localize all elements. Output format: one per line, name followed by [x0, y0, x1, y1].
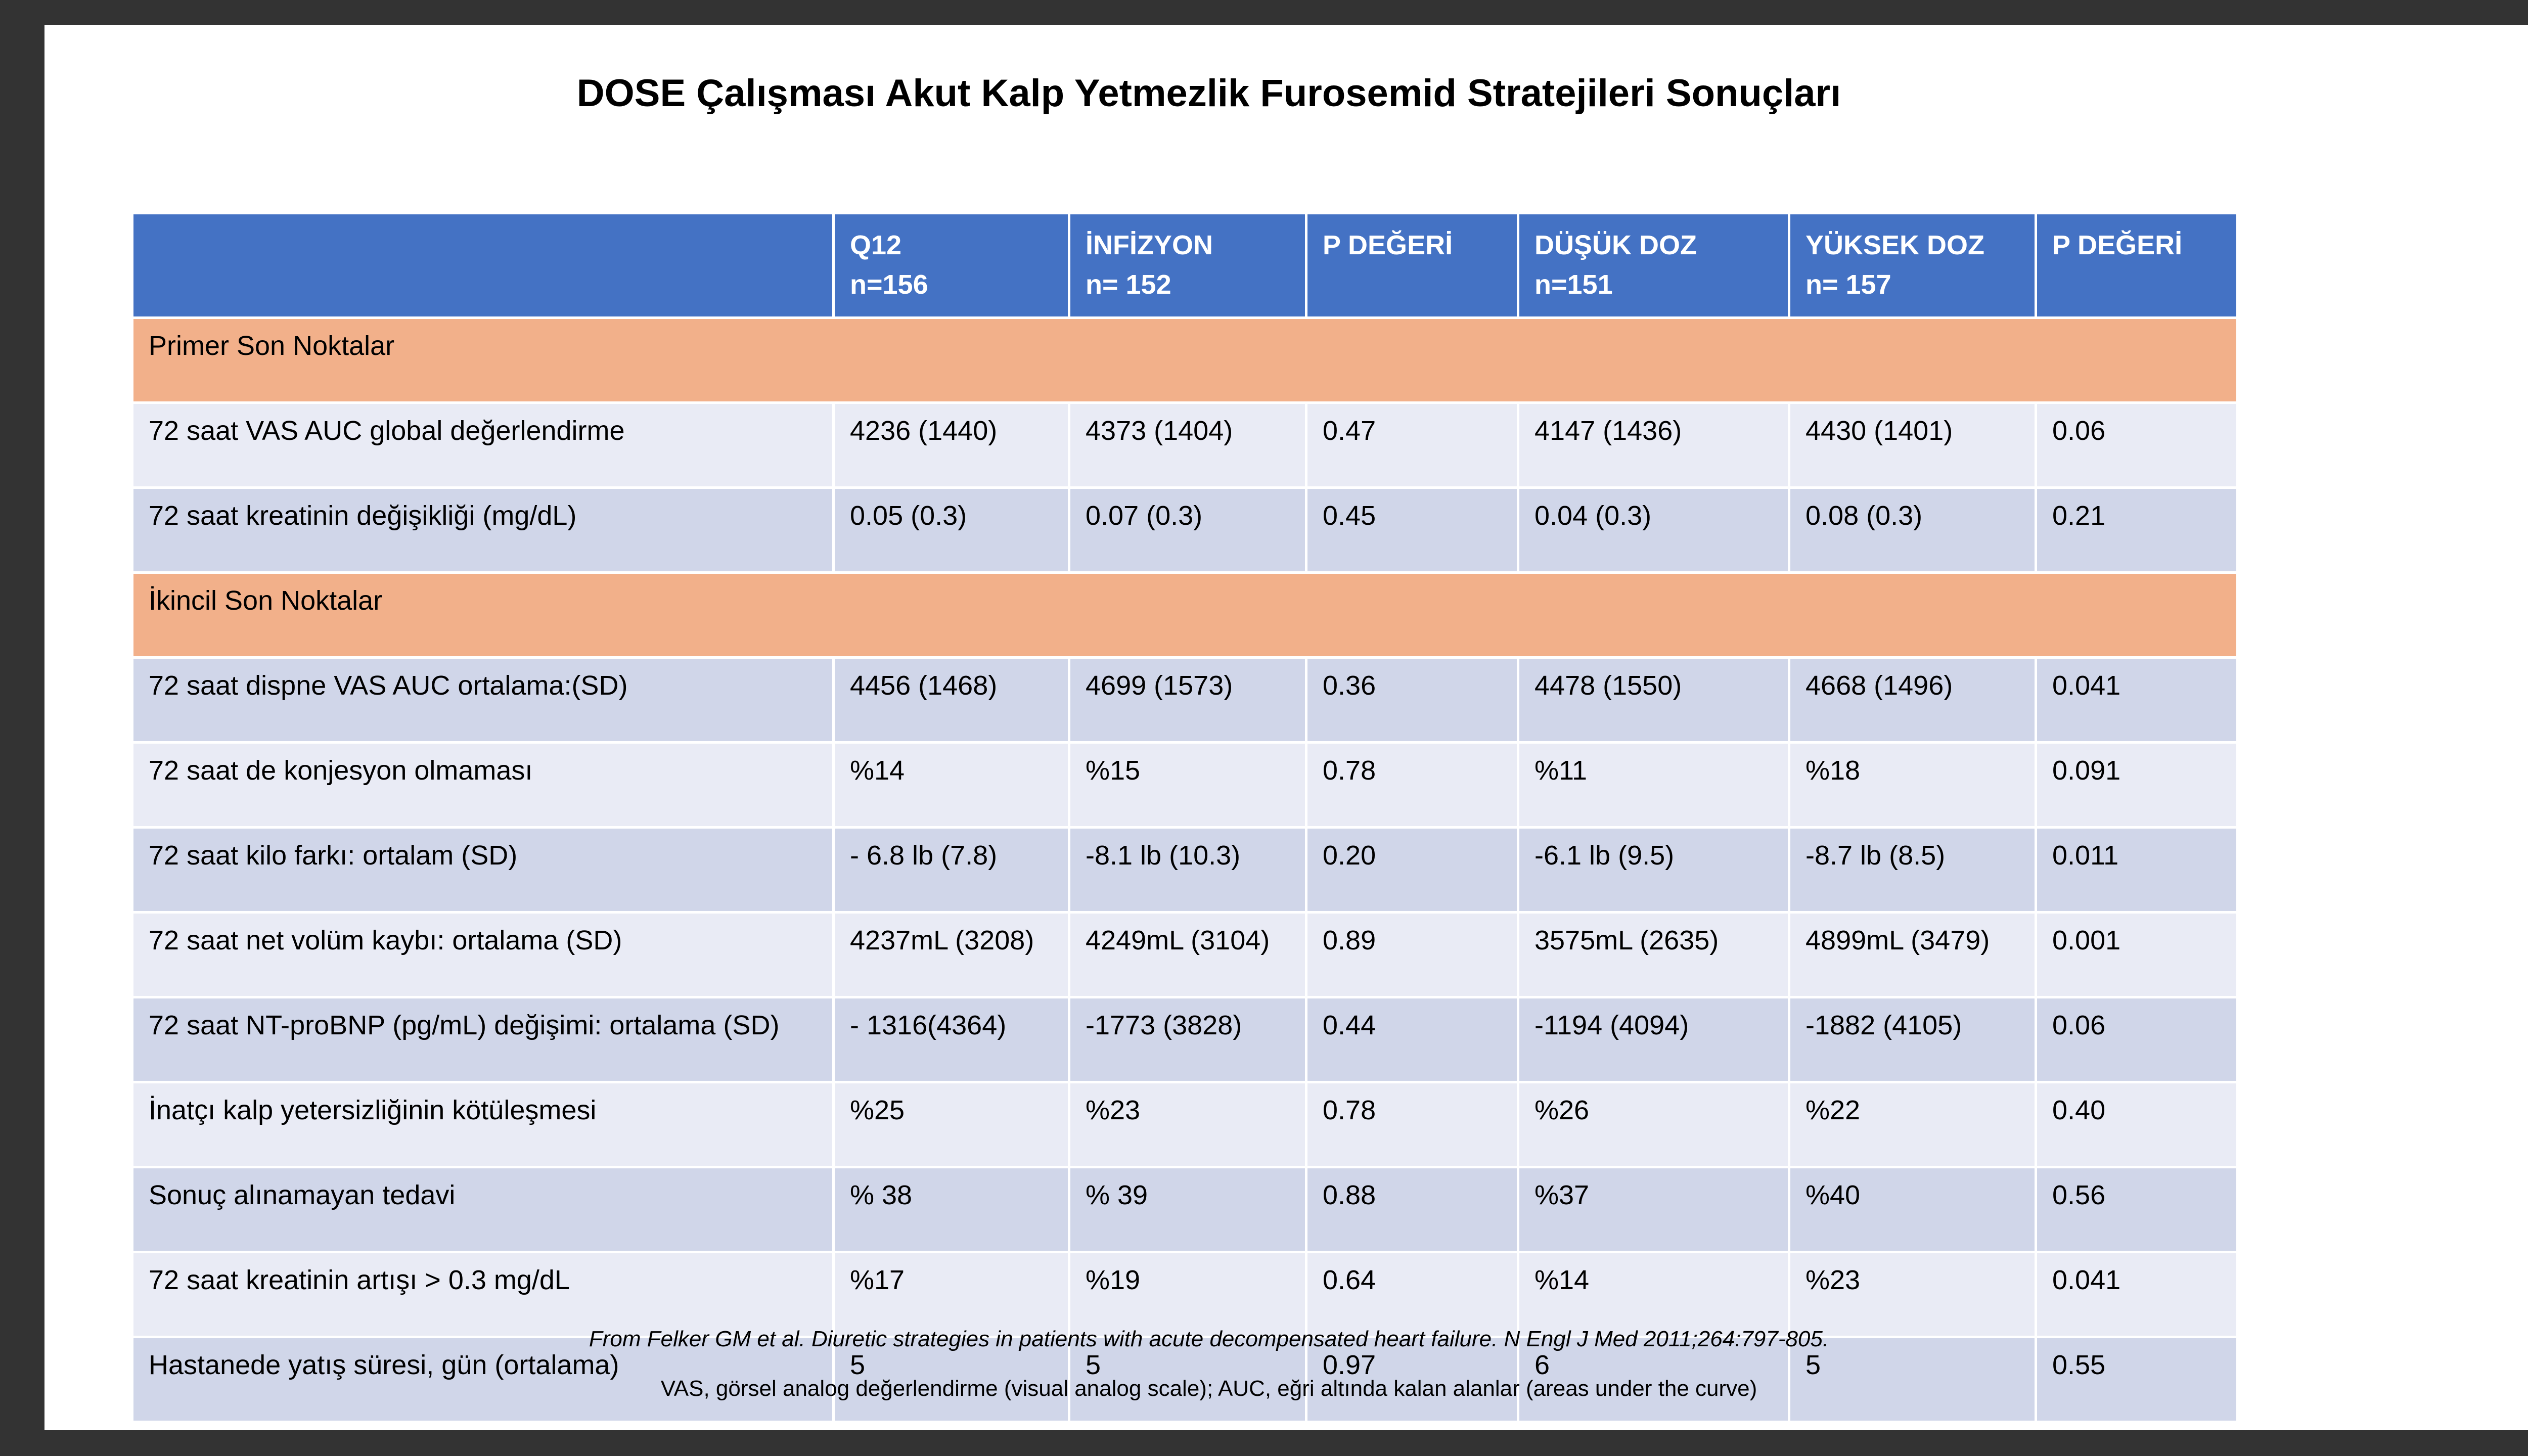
table-cell: 6 — [1518, 1337, 1789, 1422]
section-row-secondary — [132, 573, 2238, 658]
table-cell: 0.06 — [2036, 997, 2238, 1082]
table-cell: 0.08 (0.3) — [1789, 488, 2036, 573]
table-cell: %14 — [1518, 1252, 1789, 1337]
slide — [44, 25, 2528, 1430]
table-row — [132, 1167, 2238, 1252]
row-label: İnatçı kalp yetersizliğinin kötüleşmesi — [132, 1082, 834, 1167]
table-cell: 0.45 — [1306, 488, 1518, 573]
table-cell: -1194 (4094) — [1518, 997, 1789, 1082]
table-cell: 0.06 — [2036, 403, 2238, 488]
table-cell: % 39 — [1069, 1167, 1306, 1252]
table-cell: 4668 (1496) — [1789, 658, 2036, 743]
table-cell: -8.1 lb (10.3) — [1069, 828, 1306, 913]
table-cell: %37 — [1518, 1167, 1789, 1252]
row-label: Sonuç alınamayan tedavi — [132, 1167, 834, 1252]
table-cell: 0.20 — [1306, 828, 1518, 913]
reference-citation: From Felker GM et al. Diuretic strategies in patients with acute decompensated heart failure. N Engl J Med 2011;264:797-805. — [589, 1327, 1829, 1351]
table-cell: 0.04 (0.3) — [1518, 488, 1789, 573]
table-cell: % 38 — [834, 1167, 1069, 1252]
table-cell: 4699 (1573) — [1069, 658, 1306, 743]
table-row — [132, 488, 2238, 573]
table-cell: -6.1 lb (9.5) — [1518, 828, 1789, 913]
table-row — [132, 913, 2238, 997]
table-cell: -1882 (4105) — [1789, 997, 2036, 1082]
table-cell: 0.36 — [1306, 658, 1518, 743]
table-cell: 0.001 — [2036, 913, 2238, 997]
table-cell: 0.78 — [1306, 743, 1518, 828]
table-row — [132, 403, 2238, 488]
row-label: 72 saat kreatinin değişikliği (mg/dL) — [132, 488, 834, 573]
table-cell: %14 — [834, 743, 1069, 828]
table-cell: -1773 (3828) — [1069, 997, 1306, 1082]
row-label: 72 saat VAS AUC global değerlendirme — [132, 403, 834, 488]
table-cell: %19 — [1069, 1252, 1306, 1337]
section-row-primary — [132, 318, 2238, 403]
row-label: 72 saat kreatinin artışı > 0.3 mg/dL — [132, 1252, 834, 1337]
row-label: 72 saat kilo farkı: ortalam (SD) — [132, 828, 834, 913]
table-cell: %25 — [834, 1082, 1069, 1167]
row-label: 72 saat net volüm kaybı: ortalama (SD) — [132, 913, 834, 997]
table-cell: 0.55 — [2036, 1337, 2238, 1422]
header-cell-infusion: İNFİZYON n= 152 — [1069, 213, 1306, 318]
table-cell: 3575mL (2635) — [1518, 913, 1789, 997]
table-cell: 4478 (1550) — [1518, 658, 1789, 743]
table-cell: 4899mL (3479) — [1789, 913, 2036, 997]
header-cell-high-dose: YÜKSEK DOZ n= 157 — [1789, 213, 2036, 318]
table-row — [132, 743, 2238, 828]
table-cell: %18 — [1789, 743, 2036, 828]
table-cell: %22 — [1789, 1082, 2036, 1167]
table-cell: 0.091 — [2036, 743, 2238, 828]
table-cell: 4430 (1401) — [1789, 403, 2036, 488]
table-row — [132, 997, 2238, 1082]
header-cell-p-value-1: P DEĞERİ — [1306, 213, 1518, 318]
table-cell: 0.64 — [1306, 1252, 1518, 1337]
row-label: 72 saat de konjesyon olmaması — [132, 743, 834, 828]
table-cell: 0.041 — [2036, 1252, 2238, 1337]
section-label: İkincil Son Noktalar — [132, 573, 2238, 658]
table-cell: %40 — [1789, 1167, 2036, 1252]
row-label: 72 saat dispne VAS AUC ortalama:(SD) — [132, 658, 834, 743]
header-row — [132, 213, 2238, 318]
table-cell: 4237mL (3208) — [834, 913, 1069, 997]
table-cell: 0.47 — [1306, 403, 1518, 488]
table-cell: %23 — [1789, 1252, 2036, 1337]
table-cell: 0.97 — [1306, 1337, 1518, 1422]
table-cell: 0.89 — [1306, 913, 1518, 997]
table-cell: 0.05 (0.3) — [834, 488, 1069, 573]
table-cell: %23 — [1069, 1082, 1306, 1167]
header-cell-empty — [132, 213, 834, 318]
abbreviation-note: VAS, görsel analog değerlendirme (visual analog scale); AUC, eğri altında kalan alanlar (areas under the curve) — [660, 1376, 1757, 1401]
table-cell: 0.78 — [1306, 1082, 1518, 1167]
table-cell: 4236 (1440) — [834, 403, 1069, 488]
row-label: Hastanede yatış süresi, gün (ortalama) — [132, 1337, 834, 1422]
header-cell-p-value-2: P DEĞERİ — [2036, 213, 2238, 318]
table-cell: 5 — [1789, 1337, 2036, 1422]
table-row — [132, 658, 2238, 743]
table-cell: 0.56 — [2036, 1167, 2238, 1252]
slide-title: DOSE Çalışması Akut Kalp Yetmezlik Furosemid Stratejileri Sonuçları — [576, 72, 1841, 115]
header-cell-low-dose: DÜŞÜK DOZ n=151 — [1518, 213, 1789, 318]
section-label: Primer Son Noktalar — [132, 318, 2238, 403]
table-cell: 0.88 — [1306, 1167, 1518, 1252]
header-cell-q12: Q12 n=156 — [834, 213, 1069, 318]
table-cell: 0.07 (0.3) — [1069, 488, 1306, 573]
table-cell: %17 — [834, 1252, 1069, 1337]
table-cell: 4373 (1404) — [1069, 403, 1306, 488]
table-row — [132, 828, 2238, 913]
table-cell: 0.041 — [2036, 658, 2238, 743]
table-cell: - 1316(4364) — [834, 997, 1069, 1082]
table-cell: %26 — [1518, 1082, 1789, 1167]
table-cell: - 6.8 lb (7.8) — [834, 828, 1069, 913]
table-cell: 0.40 — [2036, 1082, 2238, 1167]
table-cell: 4456 (1468) — [834, 658, 1069, 743]
table-cell: 5 — [834, 1337, 1069, 1422]
table-cell: 0.011 — [2036, 828, 2238, 913]
table-row — [132, 1252, 2238, 1337]
table-row — [132, 1082, 2238, 1167]
table-cell: %11 — [1518, 743, 1789, 828]
row-label: 72 saat NT-proBNP (pg/mL) değişimi: ortalama (SD) — [132, 997, 834, 1082]
table-cell: 5 — [1069, 1337, 1306, 1422]
results-table — [131, 212, 2239, 1423]
table-cell: 4249mL (3104) — [1069, 913, 1306, 997]
table-cell: 0.44 — [1306, 997, 1518, 1082]
table-cell: 4147 (1436) — [1518, 403, 1789, 488]
table-cell: 0.21 — [2036, 488, 2238, 573]
table-cell: %15 — [1069, 743, 1306, 828]
table-cell: -8.7 lb (8.5) — [1789, 828, 2036, 913]
